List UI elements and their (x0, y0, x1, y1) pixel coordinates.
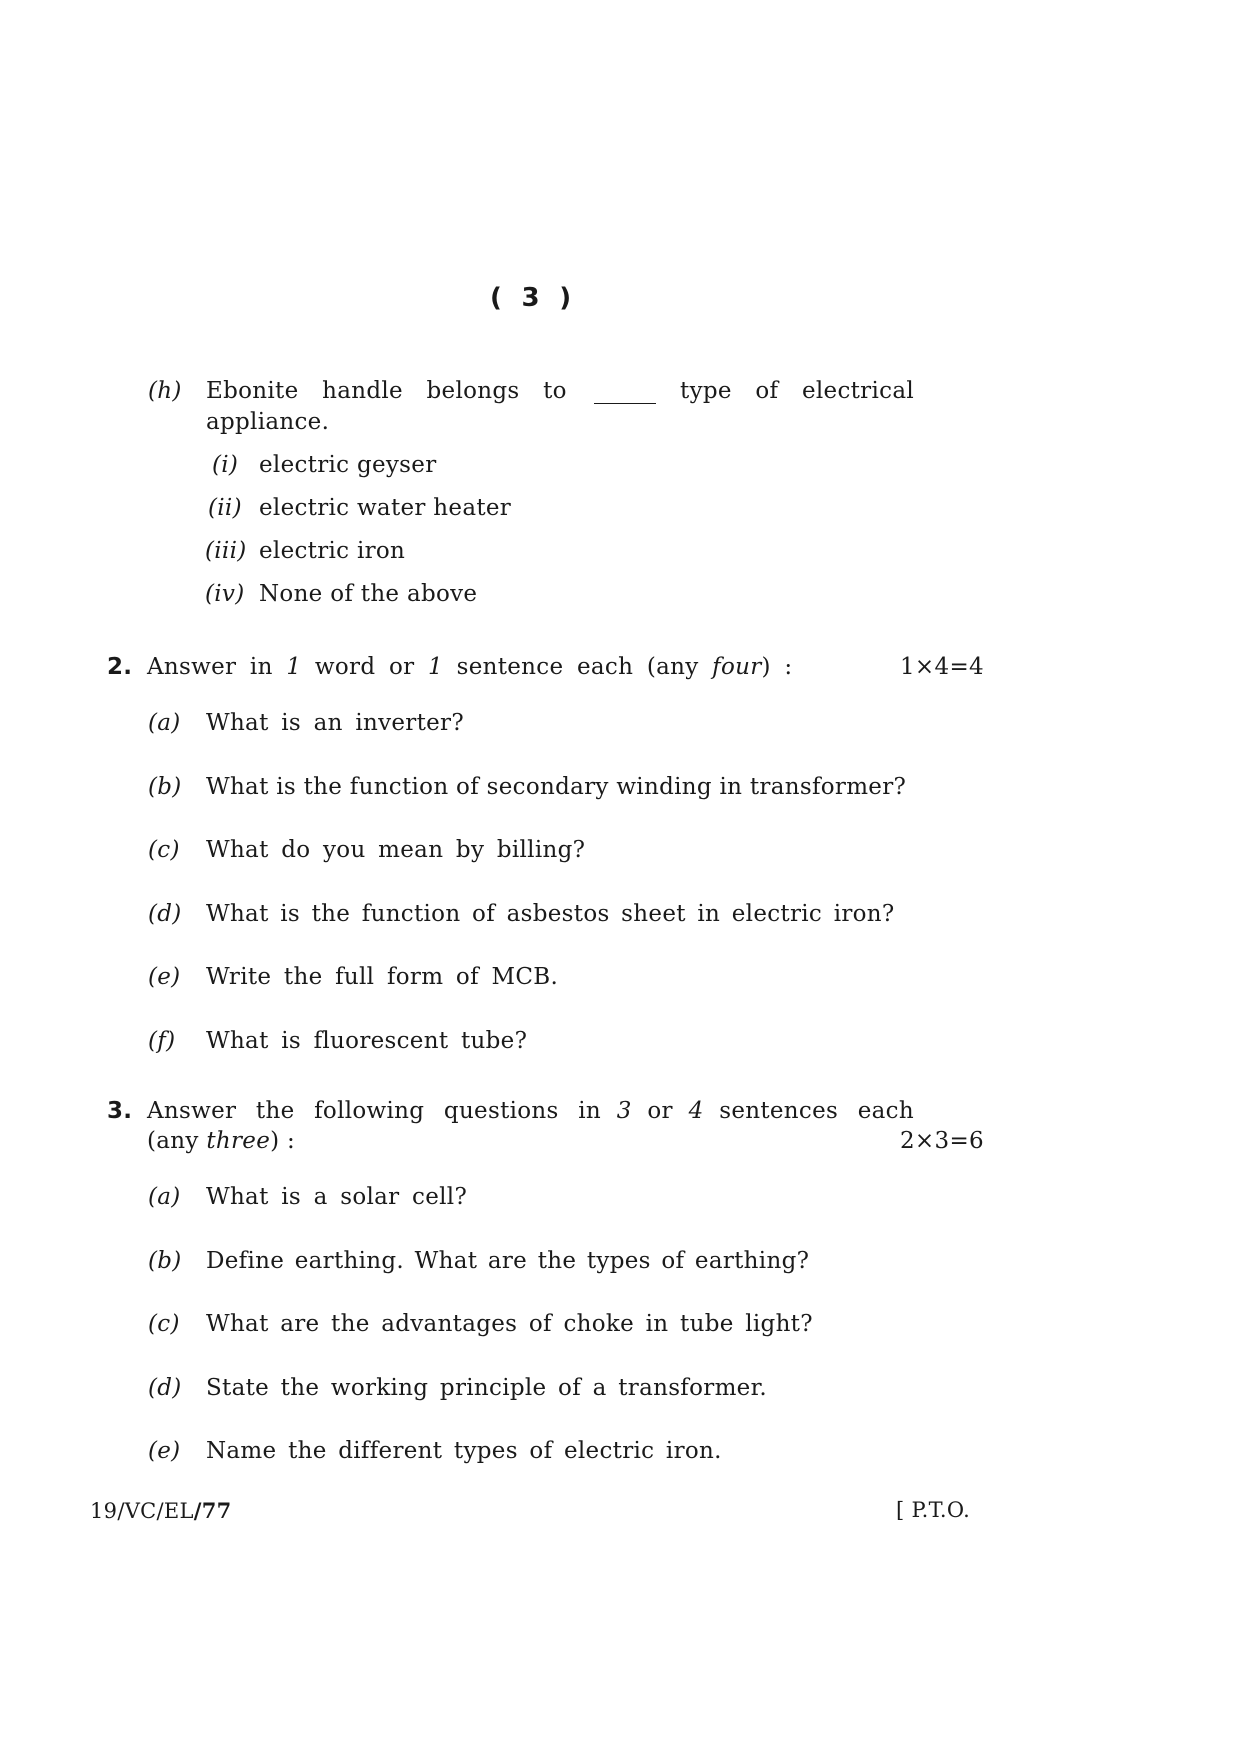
option-text: electric water heater (259, 495, 512, 521)
question-number: 3. (107, 1098, 133, 1124)
option-label: (iii) (205, 538, 247, 564)
paper-code (90, 1498, 232, 1523)
instruction-text: sentence each (any (456, 654, 699, 680)
item-label: (e) (148, 1438, 181, 1464)
item-text: State the working principle of a transformer. (206, 1375, 767, 1401)
paper-code-suffix: /77 (193, 1498, 232, 1523)
instruction-number: 1 (286, 654, 302, 680)
marks-allocation: 2×3=6 (900, 1128, 984, 1154)
item-label: (d) (148, 901, 182, 927)
instruction-text: or (647, 1098, 673, 1124)
instruction-text: (any (147, 1128, 199, 1154)
item-label: (f) (148, 1028, 176, 1054)
item-text: What is fluorescent tube? (206, 1028, 528, 1054)
item-label: (h) (148, 378, 182, 404)
instruction-text: Answer the following questions in (147, 1098, 602, 1124)
stem-text-1: Ebonite handle belongs to (206, 378, 567, 404)
item-text: Name the different types of electric iron. (206, 1438, 722, 1464)
item-text: What do you mean by billing? (206, 837, 586, 863)
item-text: Define earthing. What are the types of earthing? (206, 1248, 810, 1274)
stem-text-3: appliance. (206, 409, 330, 435)
item-text: What are the advantages of choke in tube light? (206, 1311, 813, 1337)
please-turn-over: [ P.T.O. (896, 1498, 971, 1522)
stem-text-2: type of electrical (680, 378, 914, 404)
question-instruction (147, 1098, 914, 1124)
instruction-emphasis: four (712, 654, 762, 680)
fill-in-blank (594, 378, 656, 404)
instruction-text: sentences each (719, 1098, 914, 1124)
item-text: What is the function of asbestos sheet in electric iron? (206, 901, 895, 927)
marks-allocation: 1×4=4 (900, 654, 984, 680)
item-label: (e) (148, 964, 181, 990)
instruction-number: 4 (688, 1098, 704, 1124)
instruction-number: 1 (428, 654, 443, 680)
item-text: What is the function of secondary winding in transformer? (206, 774, 907, 800)
option-text: electric iron (259, 538, 406, 564)
option-label: (iv) (205, 581, 245, 607)
instruction-text: word or (314, 654, 415, 680)
option-text: electric geyser (259, 452, 437, 478)
instruction-number: 3 (616, 1098, 632, 1124)
item-label: (b) (148, 774, 182, 800)
option-label: (i) (212, 452, 239, 478)
item-label: (c) (148, 837, 180, 863)
item-text: Write the full form of MCB. (206, 964, 559, 990)
item-label: (b) (148, 1248, 182, 1274)
item-label: (a) (148, 1184, 181, 1210)
question-instruction-line2 (147, 1128, 295, 1154)
instruction-text: ) : (270, 1128, 296, 1154)
item-text: What is a solar cell? (206, 1184, 468, 1210)
item-label: (a) (148, 710, 181, 736)
instruction-emphasis: three (206, 1128, 271, 1154)
question-stem (206, 378, 914, 404)
question-instruction (147, 654, 792, 680)
option-label: (ii) (208, 495, 242, 521)
item-label: (c) (148, 1311, 180, 1337)
option-text: None of the above (259, 581, 478, 607)
instruction-text: ) : (761, 654, 793, 680)
question-number: 2. (107, 654, 133, 680)
page-number: ( 3 ) (490, 283, 572, 313)
item-text: What is an inverter? (206, 710, 464, 736)
instruction-text: Answer in (147, 654, 273, 680)
paper-code-prefix: 19/VC/EL (90, 1499, 194, 1523)
item-label: (d) (148, 1375, 182, 1401)
